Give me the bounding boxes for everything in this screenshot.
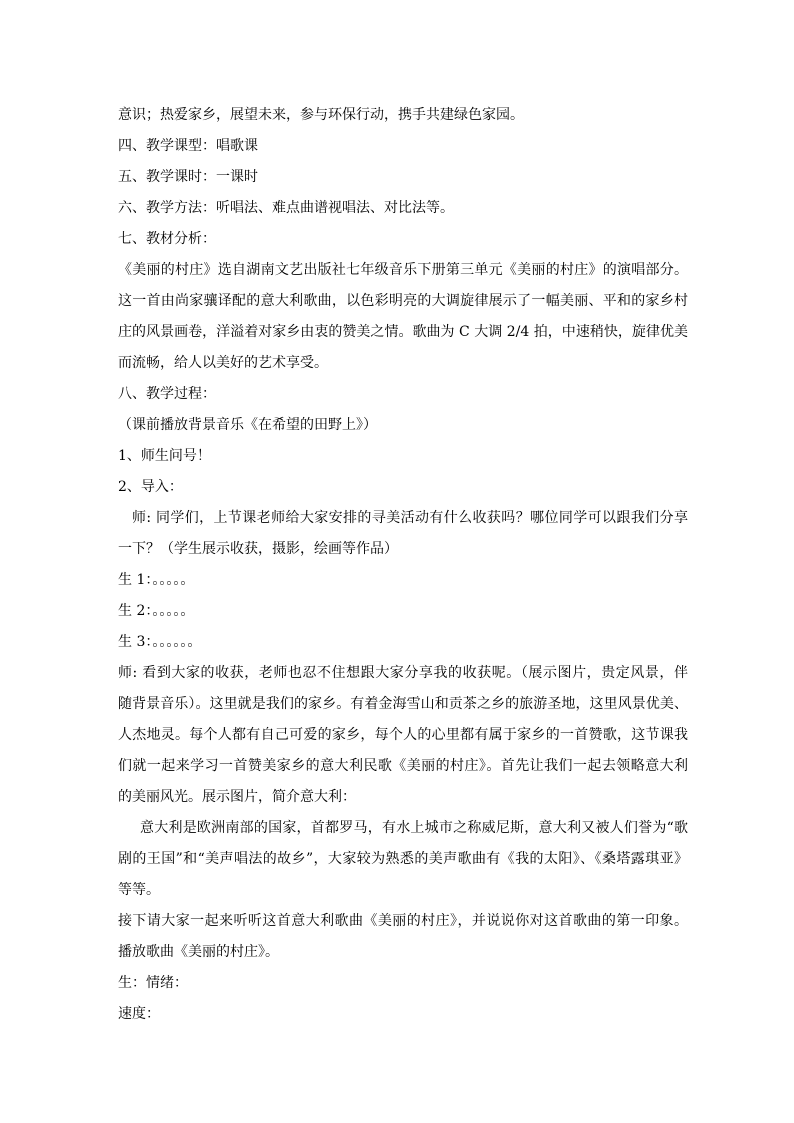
section-heading-course-type: 四、教学课型：唱歌课	[118, 138, 258, 154]
text-line: 这一首由尚家骧译配的意大利歌曲，以色彩明亮的大调旋律展示了一幅美丽、平和的家乡村	[118, 293, 688, 309]
text-line: 播放歌曲《美丽的村庄》。	[118, 944, 279, 960]
document-body	[118, 100, 688, 1030]
text-line: 人杰地灵。每个人都有自己可爱的家乡，每个人的心里都有属于家乡的一首赞歌，这节课我	[118, 727, 688, 743]
text-line: 生：情绪：	[118, 975, 188, 991]
text-line: 一下？（学生展示收获，摄影，绘画等作品）	[118, 541, 398, 557]
text-line: 意大利是欧洲南部的国家，首都罗马，有水上城市之称威尼斯，意大利又被人们誉为“歌	[140, 820, 688, 836]
text-line: 接下请大家一起来听听这首意大利歌曲《美丽的村庄》，并说说你对这首歌曲的第一印象。	[118, 913, 688, 929]
student-response-3: 生 3：。。。。。。	[118, 634, 202, 650]
step-introduction: 2、导入：	[118, 479, 183, 495]
section-heading-material-analysis: 七、教材分析：	[118, 231, 216, 247]
text-line: （课前播放背景音乐《在希望的田野上》）	[118, 417, 377, 433]
section-heading-teaching-process: 八、教学过程：	[118, 386, 216, 402]
student-response-2: 生 2：。。。。。	[118, 603, 195, 619]
text-line: 而流畅，给人以美好的艺术享受。	[118, 355, 328, 371]
text-line: 《美丽的村庄》选自湖南文艺出版社七年级音乐下册第三单元《美丽的村庄》的演唱部分。	[118, 262, 688, 278]
text-line: 的美丽风光。展示图片，简介意大利：	[118, 789, 356, 805]
text-line: 意识；热爱家乡，展望未来，参与环保行动，携手共建绿色家园。	[118, 107, 524, 123]
text-line: 庄的风景画卷，洋溢着对家乡由衷的赞美之情。歌曲为 C 大调 2/4 拍，中速稍快，旋律优美	[118, 324, 688, 340]
section-heading-teaching-methods: 六、教学方法：听唱法、难点曲谱视唱法、对比法等。	[118, 200, 454, 216]
section-heading-course-hours: 五、教学课时：一课时	[118, 169, 258, 185]
text-line: 随背景音乐）。这里就是我们的家乡。有着金海雪山和贡茶之乡的旅游圣地，这里风景优美、	[118, 696, 688, 712]
text-line: 师: 看到大家的收获，老师也忍不住想跟大家分享我的收获呢。（展示图片，贵定风景，伴	[118, 665, 688, 681]
text-line: 等等。	[118, 882, 160, 898]
text-line: 们就一起来学习一首赞美家乡的意大利民歌《美丽的村庄》。首先让我们一起去领略意大利	[118, 758, 688, 774]
student-response-1: 生 1：。。。。。	[118, 572, 195, 588]
text-line: 速度：	[118, 1006, 160, 1022]
step-greeting: 1、师生问号！	[118, 448, 211, 464]
text-line: 师: 同学们，上节课老师给大家安排的寻美活动有什么收获吗？哪位同学可以跟我们分享	[132, 510, 688, 526]
text-line: 剧的王国”和“美声唱法的故乡”，大家较为熟悉的美声歌曲有《我的太阳》、《桑塔露琪亚》	[118, 851, 688, 867]
